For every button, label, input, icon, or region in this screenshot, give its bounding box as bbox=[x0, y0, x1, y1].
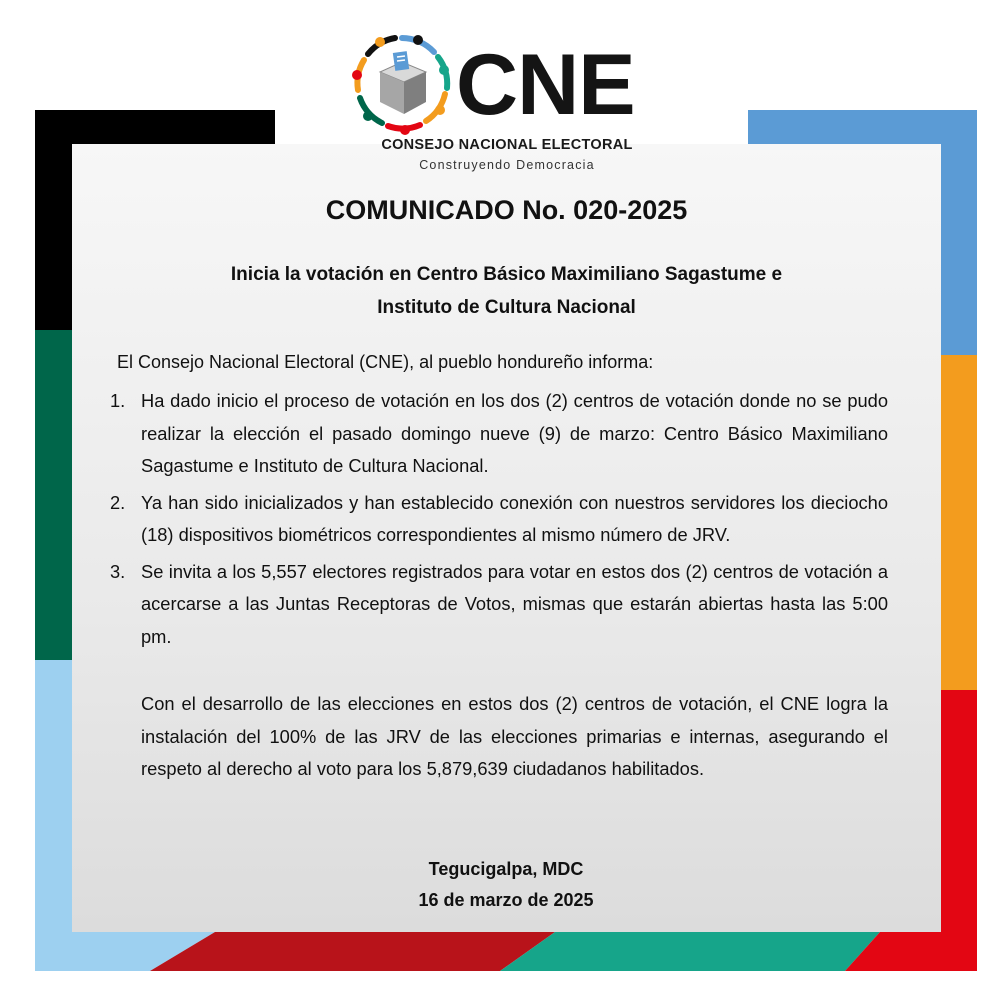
communique-subtitle bbox=[120, 258, 893, 324]
closing-paragraph: Con el desarrollo de las elecciones en estos dos (2) centros de votación, el CNE logra la instalación del 100% de las JRV de las elecciones primarias e internas, asegurando el respeto al derecho al voto para los 5,879,639 ciudadanos habilitados. bbox=[141, 693, 888, 779]
communique-title: COMUNICADO No. 020-2025 bbox=[325, 195, 688, 225]
logo-slogan: Construyendo Democracia bbox=[419, 158, 595, 172]
ballot-box-people-icon bbox=[350, 30, 455, 135]
list-item-text: Se invita a los 5,557 electores registrados para votar en estos dos (2) centros de votación a acercarse a las Juntas Receptoras de Votos, mismas que estarán abiertas hasta las 5:00 pm. bbox=[141, 560, 888, 647]
date: 16 de marzo de 2025 bbox=[418, 890, 594, 910]
list-item bbox=[108, 487, 888, 552]
subtitle-line-1: Inicia la votación en Centro Básico Maximiliano Sagastume e bbox=[230, 264, 783, 285]
frame-right-red bbox=[941, 690, 977, 971]
list-item-number: 3. bbox=[110, 560, 126, 582]
list-item-text: Ha dado inicio el proceso de votación en los dos (2) centros de votación donde no se pudo realizar la elección el pasado domingo nueve (9) de marzo: Centro Básico Maximiliano Sagastume e Instituto de Cultura Nacional. bbox=[141, 390, 888, 476]
logo-wordmark: CNE bbox=[456, 37, 635, 133]
list-item-number: 1. bbox=[110, 390, 126, 411]
frame-left-green bbox=[35, 330, 72, 660]
frame-bottom-teal bbox=[500, 932, 880, 971]
logo-organization-name: CONSEJO NACIONAL ELECTORAL bbox=[381, 137, 633, 153]
subtitle-line-2: Instituto de Cultura Nacional bbox=[377, 297, 636, 318]
cne-logo bbox=[0, 0, 1006, 190]
place: Tegucigalpa, MDC bbox=[428, 859, 584, 879]
frame-right-orange bbox=[941, 355, 977, 690]
intro-paragraph: El Consejo Nacional Electoral (CNE), al pueblo hondureño informa: bbox=[117, 352, 654, 372]
list-item-number: 2. bbox=[110, 491, 126, 513]
frame-bottom-darkred bbox=[150, 932, 555, 971]
list-item bbox=[108, 556, 888, 654]
list-item-text: Ya han sido inicializados y han establecido conexión con nuestros servidores los dieciocho (18) dispositivos biométricos correspondientes al mismo número de JRV. bbox=[141, 491, 888, 545]
numbered-list bbox=[108, 385, 888, 657]
frame-left-lightblue bbox=[35, 660, 72, 971]
list-item bbox=[108, 385, 888, 483]
place-and-date bbox=[372, 854, 640, 916]
